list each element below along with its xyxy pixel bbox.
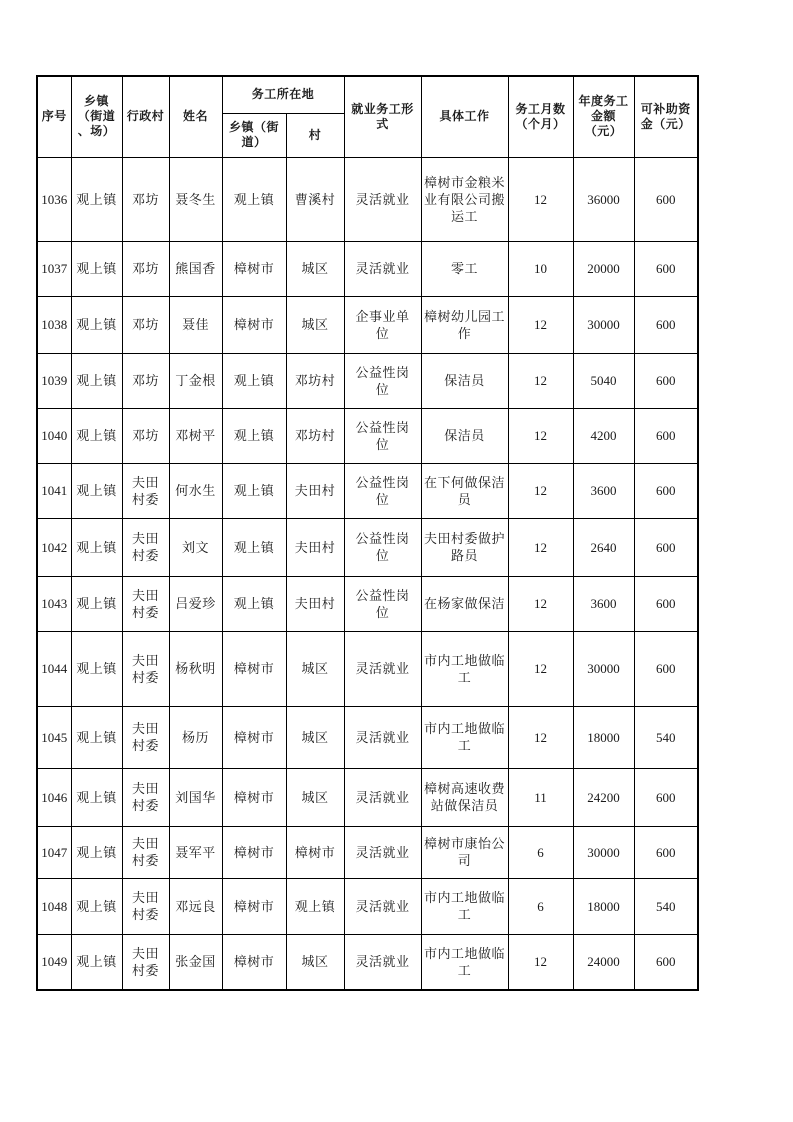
cell-subsidy: 540	[634, 878, 698, 934]
cell-months: 10	[508, 241, 573, 296]
table-row	[37, 353, 698, 408]
cell-subsidy: 600	[634, 631, 698, 706]
cell-specific-job: 市内工地做临 工	[421, 631, 508, 706]
cell-township: 观上镇	[71, 631, 122, 706]
cell-annual-amount: 2640	[573, 518, 634, 576]
table-row	[37, 878, 698, 934]
cell-name: 邓远良	[169, 878, 222, 934]
cell-months: 12	[508, 408, 573, 463]
cell-employment-type: 灵活就业	[344, 157, 421, 241]
cell-subsidy: 600	[634, 934, 698, 990]
cell-annual-amount: 30000	[573, 631, 634, 706]
cell-serial: 1047	[37, 826, 71, 878]
table-row	[37, 296, 698, 353]
cell-employment-type: 灵活就业	[344, 878, 421, 934]
cell-township: 观上镇	[71, 576, 122, 631]
cell-township: 观上镇	[71, 934, 122, 990]
cell-admin-village: 夫田 村委	[122, 878, 169, 934]
cell-annual-amount: 3600	[573, 463, 634, 518]
table-row	[37, 706, 698, 768]
cell-annual-amount: 24200	[573, 768, 634, 826]
cell-work-village: 夫田村	[286, 463, 344, 518]
cell-serial: 1048	[37, 878, 71, 934]
cell-months: 12	[508, 353, 573, 408]
cell-specific-job: 保洁员	[421, 353, 508, 408]
cell-work-village: 观上镇	[286, 878, 344, 934]
cell-work-township: 樟树市	[222, 706, 286, 768]
cell-admin-village: 夫田 村委	[122, 934, 169, 990]
cell-township: 观上镇	[71, 463, 122, 518]
table-row	[37, 631, 698, 706]
employment-subsidy-table	[36, 75, 699, 991]
cell-months: 12	[508, 631, 573, 706]
cell-name: 邓树平	[169, 408, 222, 463]
cell-serial: 1045	[37, 706, 71, 768]
cell-work-village: 邓坊村	[286, 408, 344, 463]
cell-annual-amount: 3600	[573, 576, 634, 631]
cell-work-village: 城区	[286, 934, 344, 990]
table-row	[37, 576, 698, 631]
cell-township: 观上镇	[71, 296, 122, 353]
cell-months: 12	[508, 157, 573, 241]
cell-township: 观上镇	[71, 878, 122, 934]
cell-subsidy: 600	[634, 408, 698, 463]
cell-admin-village: 邓坊	[122, 157, 169, 241]
cell-name: 聂佳	[169, 296, 222, 353]
cell-annual-amount: 30000	[573, 296, 634, 353]
cell-work-village: 邓坊村	[286, 353, 344, 408]
cell-serial: 1044	[37, 631, 71, 706]
table-row	[37, 934, 698, 990]
cell-work-township: 樟树市	[222, 934, 286, 990]
cell-name: 刘文	[169, 518, 222, 576]
header-name: 姓名	[169, 76, 222, 157]
cell-specific-job: 零工	[421, 241, 508, 296]
table-row	[37, 408, 698, 463]
cell-admin-village: 夫田 村委	[122, 463, 169, 518]
cell-township: 观上镇	[71, 518, 122, 576]
cell-employment-type: 公益性岗 位	[344, 353, 421, 408]
cell-serial: 1039	[37, 353, 71, 408]
cell-employment-type: 灵活就业	[344, 631, 421, 706]
header-admin-village: 行政村	[122, 76, 169, 157]
cell-name: 刘国华	[169, 768, 222, 826]
header-months: 务工月数 （个月）	[508, 76, 573, 157]
cell-work-village: 曹溪村	[286, 157, 344, 241]
cell-admin-village: 邓坊	[122, 353, 169, 408]
cell-employment-type: 企事业单 位	[344, 296, 421, 353]
cell-months: 12	[508, 463, 573, 518]
table-header	[37, 76, 698, 157]
cell-serial: 1046	[37, 768, 71, 826]
cell-serial: 1036	[37, 157, 71, 241]
cell-work-village: 夫田村	[286, 518, 344, 576]
cell-work-village: 樟树市	[286, 826, 344, 878]
cell-employment-type: 灵活就业	[344, 934, 421, 990]
cell-employment-type: 公益性岗 位	[344, 518, 421, 576]
cell-serial: 1041	[37, 463, 71, 518]
cell-admin-village: 夫田 村委	[122, 826, 169, 878]
cell-work-village: 城区	[286, 241, 344, 296]
cell-specific-job: 樟树幼儿园工 作	[421, 296, 508, 353]
cell-specific-job: 樟树市康怡公 司	[421, 826, 508, 878]
cell-annual-amount: 36000	[573, 157, 634, 241]
cell-admin-village: 夫田 村委	[122, 706, 169, 768]
header-employment-type: 就业务工形式	[344, 76, 421, 157]
cell-name: 丁金根	[169, 353, 222, 408]
cell-subsidy: 600	[634, 518, 698, 576]
cell-subsidy: 600	[634, 463, 698, 518]
header-work-village: 村	[286, 113, 344, 157]
cell-name: 熊国香	[169, 241, 222, 296]
cell-admin-village: 夫田 村委	[122, 631, 169, 706]
cell-name: 聂军平	[169, 826, 222, 878]
cell-subsidy: 600	[634, 353, 698, 408]
cell-specific-job: 市内工地做临 工	[421, 878, 508, 934]
cell-admin-village: 邓坊	[122, 241, 169, 296]
cell-employment-type: 灵活就业	[344, 706, 421, 768]
cell-work-township: 樟树市	[222, 631, 286, 706]
cell-admin-village: 邓坊	[122, 408, 169, 463]
cell-township: 观上镇	[71, 157, 122, 241]
cell-months: 6	[508, 826, 573, 878]
cell-specific-job: 在杨家做保洁	[421, 576, 508, 631]
cell-admin-village: 夫田 村委	[122, 518, 169, 576]
header-annual-amount: 年度务工 金额 （元）	[573, 76, 634, 157]
cell-serial: 1038	[37, 296, 71, 353]
cell-months: 12	[508, 706, 573, 768]
cell-work-township: 樟树市	[222, 826, 286, 878]
cell-serial: 1049	[37, 934, 71, 990]
cell-serial: 1042	[37, 518, 71, 576]
cell-specific-job: 市内工地做临 工	[421, 934, 508, 990]
cell-specific-job: 樟树高速收费 站做保洁员	[421, 768, 508, 826]
cell-employment-type: 灵活就业	[344, 241, 421, 296]
cell-name: 张金国	[169, 934, 222, 990]
cell-work-village: 夫田村	[286, 576, 344, 631]
cell-employment-type: 公益性岗 位	[344, 408, 421, 463]
cell-name: 吕爱珍	[169, 576, 222, 631]
cell-subsidy: 600	[634, 296, 698, 353]
cell-specific-job: 夫田村委做护 路员	[421, 518, 508, 576]
cell-admin-village: 邓坊	[122, 296, 169, 353]
header-work-township: 乡镇（街 道）	[222, 113, 286, 157]
cell-annual-amount: 30000	[573, 826, 634, 878]
cell-work-village: 城区	[286, 768, 344, 826]
header-township: 乡镇 （街道 、场）	[71, 76, 122, 157]
cell-specific-job: 在下何做保洁 员	[421, 463, 508, 518]
cell-specific-job: 樟树市金粮米 业有限公司搬 运工	[421, 157, 508, 241]
table-row	[37, 241, 698, 296]
cell-subsidy: 600	[634, 768, 698, 826]
cell-admin-village: 夫田 村委	[122, 768, 169, 826]
cell-township: 观上镇	[71, 241, 122, 296]
cell-name: 聂冬生	[169, 157, 222, 241]
table-row	[37, 157, 698, 241]
cell-work-township: 观上镇	[222, 463, 286, 518]
cell-work-township: 观上镇	[222, 576, 286, 631]
cell-serial: 1043	[37, 576, 71, 631]
header-specific-job: 具体工作	[421, 76, 508, 157]
table-row	[37, 518, 698, 576]
cell-employment-type: 灵活就业	[344, 768, 421, 826]
cell-specific-job: 保洁员	[421, 408, 508, 463]
cell-name: 杨秋明	[169, 631, 222, 706]
cell-months: 12	[508, 934, 573, 990]
cell-admin-village: 夫田 村委	[122, 576, 169, 631]
cell-work-township: 樟树市	[222, 296, 286, 353]
table-row	[37, 768, 698, 826]
cell-work-township: 观上镇	[222, 518, 286, 576]
cell-subsidy: 600	[634, 241, 698, 296]
cell-subsidy: 600	[634, 576, 698, 631]
cell-name: 杨历	[169, 706, 222, 768]
cell-annual-amount: 24000	[573, 934, 634, 990]
table-body	[37, 157, 698, 990]
cell-employment-type: 公益性岗 位	[344, 463, 421, 518]
cell-subsidy: 600	[634, 826, 698, 878]
cell-months: 12	[508, 296, 573, 353]
cell-months: 12	[508, 576, 573, 631]
cell-work-village: 城区	[286, 706, 344, 768]
cell-work-township: 樟树市	[222, 878, 286, 934]
header-serial: 序号	[37, 76, 71, 157]
cell-subsidy: 540	[634, 706, 698, 768]
cell-serial: 1037	[37, 241, 71, 296]
header-subsidy: 可补助资 金（元）	[634, 76, 698, 157]
cell-months: 6	[508, 878, 573, 934]
cell-specific-job: 市内工地做临 工	[421, 706, 508, 768]
cell-annual-amount: 20000	[573, 241, 634, 296]
cell-township: 观上镇	[71, 826, 122, 878]
cell-work-township: 观上镇	[222, 157, 286, 241]
cell-months: 11	[508, 768, 573, 826]
cell-township: 观上镇	[71, 408, 122, 463]
cell-work-township: 观上镇	[222, 353, 286, 408]
cell-township: 观上镇	[71, 353, 122, 408]
cell-annual-amount: 18000	[573, 878, 634, 934]
table-row	[37, 826, 698, 878]
header-work-location-group: 务工所在地	[222, 76, 344, 113]
cell-employment-type: 灵活就业	[344, 826, 421, 878]
cell-work-township: 樟树市	[222, 768, 286, 826]
cell-township: 观上镇	[71, 768, 122, 826]
cell-annual-amount: 4200	[573, 408, 634, 463]
cell-work-village: 城区	[286, 296, 344, 353]
cell-work-township: 樟树市	[222, 241, 286, 296]
cell-work-village: 城区	[286, 631, 344, 706]
cell-employment-type: 公益性岗 位	[344, 576, 421, 631]
cell-work-township: 观上镇	[222, 408, 286, 463]
table-row	[37, 463, 698, 518]
cell-township: 观上镇	[71, 706, 122, 768]
cell-annual-amount: 18000	[573, 706, 634, 768]
cell-serial: 1040	[37, 408, 71, 463]
cell-name: 何水生	[169, 463, 222, 518]
cell-annual-amount: 5040	[573, 353, 634, 408]
cell-months: 12	[508, 518, 573, 576]
cell-subsidy: 600	[634, 157, 698, 241]
